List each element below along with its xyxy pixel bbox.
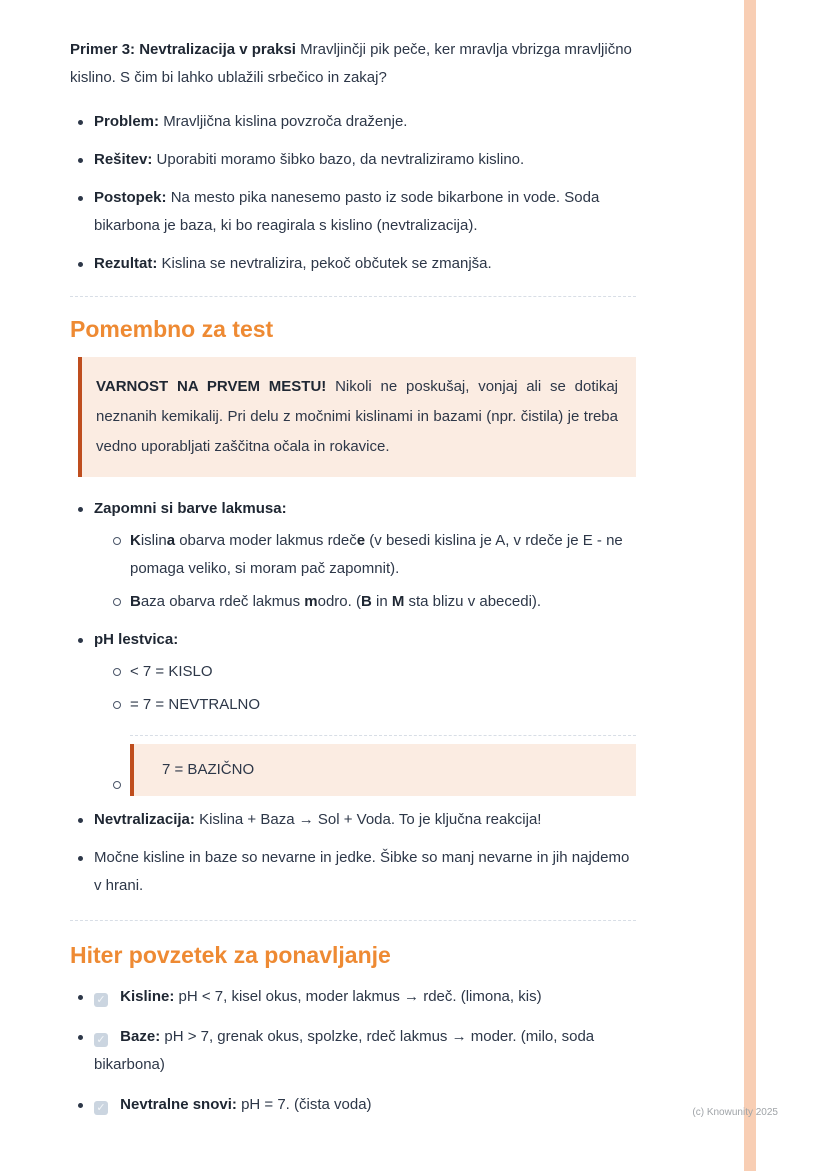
item-label: Nevtralizacija: (94, 811, 195, 828)
safety-callout (78, 357, 636, 477)
item-label: Rešitev: (94, 151, 153, 168)
item-label: Kisline: (120, 988, 175, 1005)
ph-bazicno-quote (130, 744, 636, 796)
callout-warning-label: VARNOST NA PRVEM MESTU! (96, 378, 327, 395)
ph-quote-item (106, 735, 636, 796)
quote-text: 7 = BAZIČNO (162, 761, 255, 778)
section-divider (70, 920, 636, 921)
item-label: Problem: (94, 113, 160, 130)
litmus-sublist (106, 527, 636, 616)
checkbox-checked-icon (94, 993, 108, 1007)
example-item-rezultat (70, 250, 636, 278)
example-list (70, 108, 636, 278)
ph-sublist (106, 658, 636, 796)
checklist-item-kisline (70, 983, 636, 1011)
strong-weak-item (70, 844, 636, 900)
copyright-footer: (c) Knowunity 2025 (692, 1107, 778, 1118)
neutralization-item (70, 806, 636, 834)
ph-item (70, 626, 636, 796)
page-content (70, 36, 636, 1131)
example-item-resitev (70, 146, 636, 174)
quote-divider (130, 735, 636, 736)
section-divider (70, 296, 636, 297)
callout-text: Nikoli ne poskušaj, vonjaj ali se dotikaj neznanih kemikalij. Pri delu z močnimi kislinami in bazami (npr. čistila) je treba vedno uporabljati zaščitna očala in rokavice. (96, 378, 618, 455)
item-text: Na mesto pika nanesemo pasto iz sode bikarbone in vode. Soda bikarbona je baza, ki bo reagirala s kislino (nevtralizacija). (94, 189, 600, 234)
ph-sub-item-nevtralno: = 7 = NEVTRALNO (106, 691, 636, 719)
item-label: Nevtralne snovi: (120, 1096, 237, 1113)
intro-bold-label: Primer 3: Nevtralizacija v praksi (70, 41, 296, 58)
section-title-hiter: Hiter povzetek za ponavljanje (70, 942, 391, 968)
litmus-label: Zapomni si barve lakmusa: (94, 500, 287, 517)
litmus-item (70, 495, 636, 616)
test-notes-list (70, 495, 636, 900)
checkbox-checked-icon (94, 1101, 108, 1115)
item-text: Uporabiti moramo šibko bazo, da nevtraliziramo kislino. (156, 151, 525, 168)
item-text: pH = 7. (čista voda) (241, 1096, 372, 1113)
item-text: Kislina se nevtralizira, pekoč občutek se zmanjša. (161, 255, 492, 272)
check-mark: ✓ (96, 994, 106, 1006)
check-mark: ✓ (96, 1102, 106, 1114)
example-item-problem (70, 108, 636, 136)
item-text: Močne kisline in baze so nevarne in jedke. Šibke so manj nevarne in jih najdemo v hrani. (94, 849, 630, 894)
item-text: pH < 7, kisel okus, moder lakmus → rdeč. (limona, kis) (178, 988, 542, 1005)
example-item-postopek (70, 184, 636, 240)
page-margin-stripe (744, 0, 756, 1171)
item-text: Mravljična kislina povzroča draženje. (163, 113, 408, 130)
checklist-item-nevtralne (70, 1091, 636, 1119)
intro-text: Mravljinčji pik peče, ker mravlja vbrizga mravljično kislino. S čim bi lahko ublažili srbečico in zakaj? (70, 41, 632, 86)
ph-sub-item-kislo: < 7 = KISLO (106, 658, 636, 686)
litmus-sub-item-baza: Baza obarva rdeč lakmus modro. (B in M sta blizu v abecedi). (106, 588, 636, 616)
item-label: Baze: (120, 1028, 161, 1045)
intro-paragraph (70, 36, 636, 92)
checkbox-checked-icon (94, 1033, 108, 1047)
litmus-sub-item-kislina: Kislina obarva moder lakmus rdeče (v besedi kislina je A, v rdeče je E - ne pomaga veliko, si moram pač zapomnit). (106, 527, 636, 583)
check-mark: ✓ (96, 1034, 106, 1046)
item-label: Postopek: (94, 189, 167, 206)
item-text: pH > 7, grenak okus, spolzke, rdeč lakmus → moder. (milo, soda bikarbona) (94, 1028, 595, 1073)
summary-checklist (70, 983, 636, 1119)
section-title-pomembno: Pomembno za test (70, 316, 274, 342)
item-label: Rezultat: (94, 255, 158, 272)
ph-label: pH lestvica: (94, 631, 179, 648)
checklist-item-baze (70, 1023, 636, 1079)
item-text: Kislina + Baza → Sol + Voda. To je ključna reakcija! (199, 811, 542, 828)
